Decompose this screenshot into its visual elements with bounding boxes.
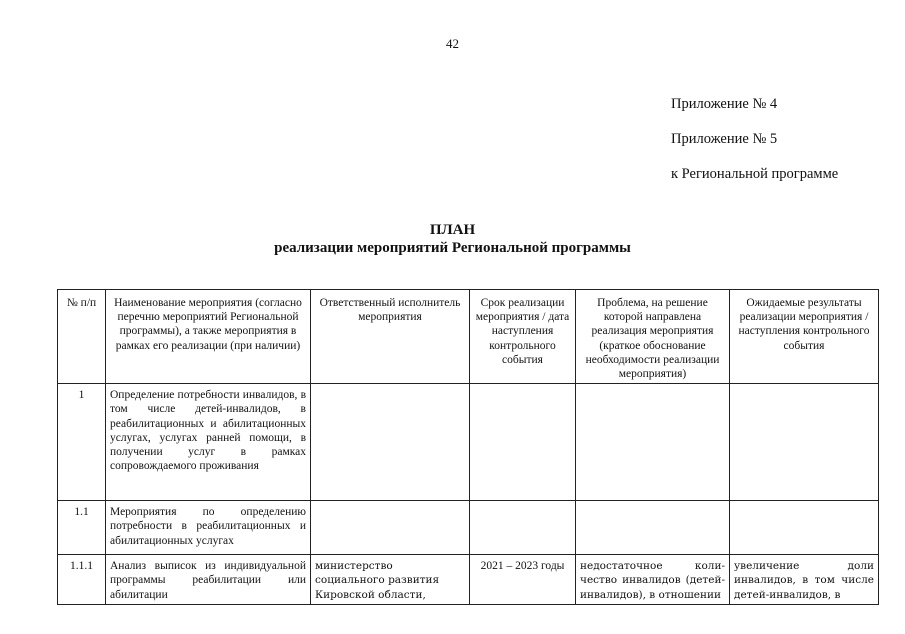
row-problem xyxy=(576,501,730,555)
document-title xyxy=(0,221,905,257)
row-results: увеличение доли инвалидов, в том числе детей-инвалидов, в xyxy=(730,555,879,605)
appendix-program-ref: к Региональной программе xyxy=(671,166,839,182)
page-number: 42 xyxy=(446,36,459,51)
appendix-label-4: Приложение № 4 xyxy=(671,96,778,112)
row-name: Определение потребности инвалидов, в том числе детей-инвалидов, в реабилитационных и абилитационных услугах, услугах ранней помощи, в получении услуг в рамках сопровождаемого проживания xyxy=(106,384,311,501)
row-term xyxy=(470,501,576,555)
row-num: 1.1 xyxy=(58,501,106,555)
header-name: Наименование мероприятия (согласно перечню мероприятий Региональной программы), а также мероприятия в рамках его реализации (при наличии) xyxy=(106,290,311,384)
row-name: Анализ выписок из индивидуальной программы реабилитации или абилитации xyxy=(106,555,311,605)
row-problem xyxy=(576,384,730,501)
row-num: 1.1.1 xyxy=(58,555,106,605)
appendix-label-5: Приложение № 5 xyxy=(671,131,778,147)
row-name: Мероприятия по определению потребности в реабилитационных и абилитационных услугах xyxy=(106,501,311,555)
header-num: № п/п xyxy=(58,290,106,384)
row-term xyxy=(470,384,576,501)
title-line-plan: ПЛАН xyxy=(429,222,476,238)
table-row xyxy=(58,501,879,555)
row-executor xyxy=(311,501,470,555)
row-results xyxy=(730,384,879,501)
row-problem: недостаточное коли-чество инвалидов (детей-инвалидов), в отношении xyxy=(576,555,730,605)
row-executor xyxy=(311,384,470,501)
row-term: 2021 – 2023 годы xyxy=(470,555,576,605)
row-results xyxy=(730,501,879,555)
header-problem: Проблема, на решение которой направлена реализация мероприятия (краткое обоснование необходимости реализации мероприятия) xyxy=(576,290,730,384)
header-results: Ожидаемые результаты реализации мероприятия / наступления контрольного события xyxy=(730,290,879,384)
table-header-row xyxy=(58,290,879,384)
row-num: 1 xyxy=(58,384,106,501)
header-executor: Ответственный исполнитель мероприятия xyxy=(311,290,470,384)
table-row xyxy=(58,555,879,605)
header-term: Срок реализации мероприятия / дата наступления контрольного события xyxy=(470,290,576,384)
row-executor: министерство социального развития Кировской области, xyxy=(311,555,470,605)
title-line-subtitle: реализации мероприятий Региональной программы xyxy=(274,240,631,256)
table-row xyxy=(58,384,879,501)
plan-table xyxy=(57,289,879,605)
